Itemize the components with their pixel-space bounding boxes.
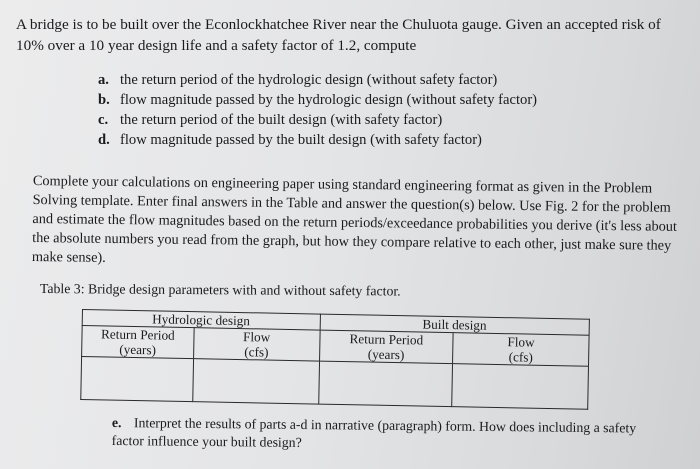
- column-header: [82, 326, 194, 359]
- column-name: Return Period: [349, 331, 424, 348]
- sub-question-label: d.: [98, 132, 110, 148]
- sub-question-d: [98, 130, 618, 150]
- column-unit: (years): [367, 346, 405, 363]
- sub-question-text: flow magnitude passed by the hydrologic design (without safety factor): [120, 92, 538, 108]
- answer-cell-built-flow: [452, 364, 589, 410]
- sub-question-e: [112, 414, 652, 456]
- answer-cell-hydrologic-return-period: [81, 357, 194, 402]
- sub-question-label: c.: [98, 112, 109, 128]
- sub-question-label: b.: [98, 92, 110, 108]
- column-name: Flow: [507, 334, 535, 350]
- sub-question-text: the return period of the built design (with safety factor): [120, 112, 443, 128]
- column-unit: (cfs): [244, 344, 269, 360]
- column-header: [453, 333, 589, 367]
- sub-question-text: Interpret the results of parts a-d in narrative (paragraph) form. How does including a safety factor influence your built design?: [111, 415, 637, 450]
- column-name: Flow: [242, 329, 271, 345]
- sub-question-text: the return period of the hydrologic design (without safety factor): [120, 72, 498, 88]
- design-table: [80, 309, 590, 409]
- answer-cell-hydrologic-flow: [193, 359, 320, 404]
- problem-statement: A bridge is to be built over the Econlockhatchee River near the Chuluota gauge. Given an accepted risk of 10% over a 10 year design life and a safety factor of 1.2, compute: [16, 16, 661, 54]
- built-design-header: Built design: [320, 314, 590, 335]
- sub-question-a: [98, 70, 618, 90]
- hydrologic-design-header: Hydrologic design: [82, 310, 320, 331]
- table-caption: Table 3: Bridge design parameters with and without safety factor.: [39, 281, 401, 299]
- column-unit: (years): [119, 341, 157, 358]
- table-row: [81, 357, 589, 410]
- column-header: [319, 330, 453, 364]
- sub-questions-list: [98, 70, 618, 150]
- sub-question-b: [98, 90, 618, 110]
- answer-cell-built-return-period: [318, 361, 453, 407]
- column-unit: (cfs): [508, 349, 534, 365]
- sub-question-label: e.: [111, 414, 122, 431]
- sub-question-text: flow magnitude passed by the built design (with safety factor): [120, 132, 482, 148]
- sub-question-label: a.: [98, 72, 109, 88]
- column-name: Return Period: [100, 326, 175, 343]
- sub-question-c: [98, 110, 618, 130]
- instructions-paragraph: Complete your calculations on engineering paper using standard engineering format as given in the Problem Solving template. Enter final answers in the Table and answer the question(s) below. Use Fig. 2 for the problem and estimate the flow magnitudes based on the return periods/exceedance probabilities you derive (it's less about the absolute numbers you read from the graph, but how they compare relative to each other, just make sure they make sense).: [31, 172, 678, 266]
- column-header: [193, 328, 319, 361]
